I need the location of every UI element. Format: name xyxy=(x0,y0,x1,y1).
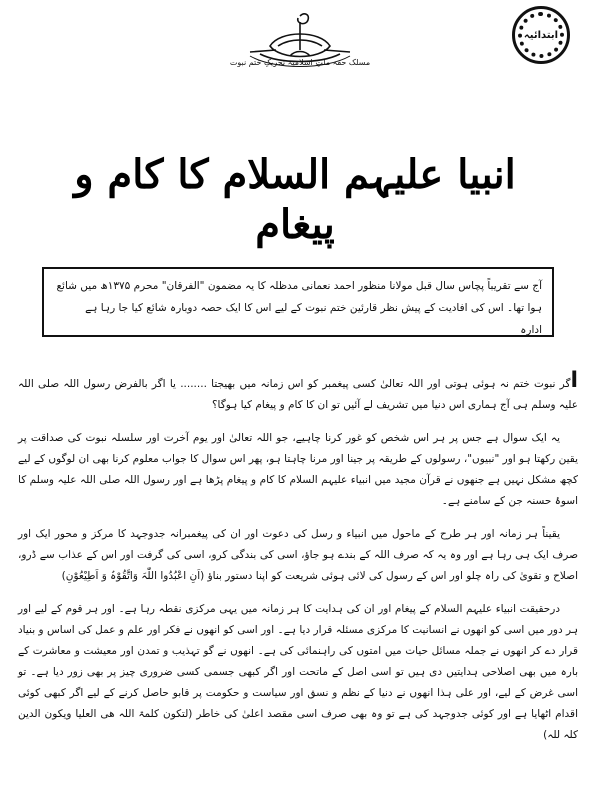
badge-label: ابتدائیہ xyxy=(523,29,559,41)
emblem-caption: مسلک حقہ ملتِ اسلامیہ تحریکِ ختمِ نبوت xyxy=(229,58,371,67)
paragraph: اگر نبوت ختم نہ ہوئی ہوتی اور اللہ تعالیٰ کسی پیغمبر کو اس زمانہ میں بھیجتا ........ یا اگر بالفرض رسول اللہ صلی اللہ علیہ وسلم ہی آج ہماری اس دنیا میں تشریف لے آئیں تو ان کا کام و پیغام کیا ہوگا؟ xyxy=(18,368,578,411)
article-body xyxy=(18,370,578,758)
editorial-note-text: آج سے تقریباً پچاس سال قبل مولانا منظور احمد نعمانی مدظلہ کا یہ مضمون "الفرقان" محرم ۱۳۷۵ھ میں شائع ہوا تھا۔ اس کی افادیت کے پیش نظر قارئین ختم نبوت کے لیے اس کا ایک حصہ دوبارہ شائع کیا جا رہا ہے xyxy=(56,280,542,314)
section-badge xyxy=(512,6,570,64)
paragraph: یہ ایک سوال ہے جس پر ہر اس شخص کو غور کرنا چاہیے، جو اللہ تعالیٰ اور یوم آخرت اور سلسلہ نبوت کی صداقت پر یقین رکھتا ہو اور "نبیوں"، رسولوں کے طریقہ پر جینا اور مرنا چاہتا ہو، پھر اس سوال کا جواب معلوم کرنا بھی ان لوگوں کے لیے کچھ مشکل نہیں ہے جنھوں نے قرآن مجید میں انبیاء علیہم السلام کا کام و پیغام پڑھا ہے اور رسول اللہ صلی اللہ علیہ وسلم کا اسوۂ حسنہ جن کے سامنے ہے۔ xyxy=(18,432,578,507)
paragraph: یقیناً ہر زمانہ اور ہر طرح کے ماحول میں انبیاء و رسل کی دعوت اور ان کی پیغمبرانہ جدوجہد کا مرکز و محور ایک اور صرف ایک ہی رہا ہے اور وہ یہ کہ صرف اللہ کے بندے ہو جاؤ، اسی کی بندگی کرو، اسی کی گرفت اور اس کے عذاب سے ڈرو، اصلاح و تقویٰ کی راہ چلو اور اس کے رسول کی لائی ہوئی شریعت کو اپنا دستور بناؤ (اَنِ اعْبُدُوا اللّٰہَ وَاتَّقُوْہُ وَ اَطِیْعُوْنِ) xyxy=(18,528,578,582)
calligraphic-emblem-icon xyxy=(200,10,400,88)
page-title: انبیا علیہم السلام کا کام و پیغام xyxy=(74,151,516,248)
editorial-note-box xyxy=(42,267,554,337)
paragraph: درحقیقت انبیاء علیہم السلام کے پیغام اور ان کی ہدایت کا ہر زمانہ میں یہی مرکزی نقطہ رہا ہے۔ اور ہر قوم کے لیے اور ہر دور میں اسی کو انھوں نے انسانیت کا مرکزی مسئلہ قرار دیا ہے۔ اور اسی کو انھوں نے فکر اور علم و عمل کی اساس و بنیاد قرار دے کر انھوں نے جملہ مسائل حیات میں امتوں کی راہنمائی کی ہے۔ انھوں نے گو تہذیب و تمدن اور معیشت و معاشرت کے بارہ میں بھی اصلاحی ہدایتیں دی ہیں تو اسی اصل کے ماتحت اور اگر کبھی جسمی کسی ضروری چیز پر بھی زور دیا ہے۔ تو اسی غرض کے لیے، اور علی ہذا انھوں نے دنیا کے نظم و نسق اور سیاست و حکومت پر قابو حاصل کرنے کے لیے اگر کبھی کوئی اقدام اٹھایا ہے اور کوئی جدوجہد کی ہے تو وہ بھی صرف اسی مقصد اعلیٰ کی خاطر (لتکون کلمۃ اللہ ھی العلیا ویکون الدین کلہ للہ) xyxy=(18,603,578,741)
editorial-note-signature: ادارہ xyxy=(520,324,542,336)
